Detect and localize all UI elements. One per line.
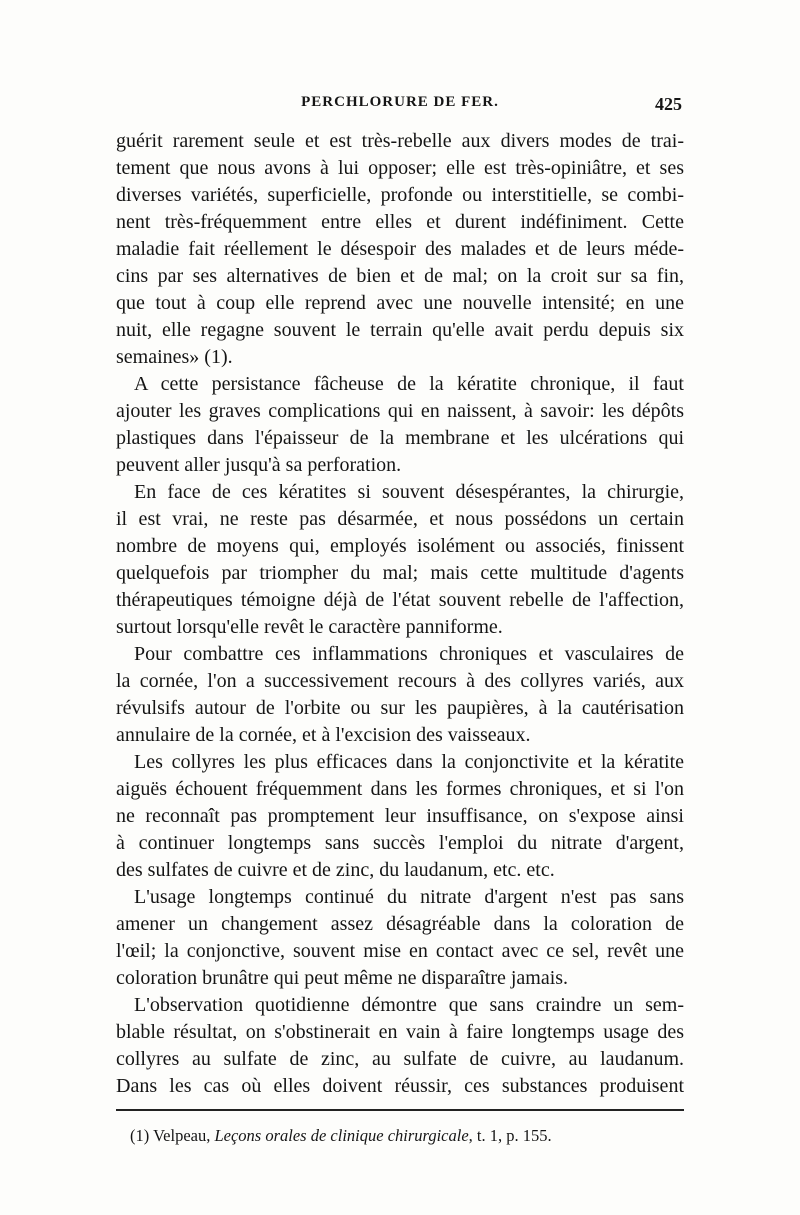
text-line: nuit, elle regagne souvent le terrain qu'elle avait perdu depuis six bbox=[116, 319, 684, 341]
footnote-title: Leçons orales de clinique chirurgicale bbox=[214, 1126, 469, 1145]
text-line: blable résultat, on s'obstinerait en vain à faire longtemps usage des bbox=[116, 1021, 684, 1043]
text-line: collyres au sulfate de zinc, au sulfate de cuivre, au laudanum. bbox=[116, 1048, 684, 1070]
text-line: diverses variétés, superficielle, profonde ou interstitielle, se combi- bbox=[116, 184, 684, 206]
page-header bbox=[116, 94, 684, 124]
text-line: ne reconnaît pas promptement leur insuffisance, on s'expose ainsi bbox=[116, 805, 684, 827]
text-line: coloration brunâtre qui peut même ne disparaître jamais. bbox=[116, 967, 569, 989]
text-line: il est vrai, ne reste pas désarmée, et nous possédons un certain bbox=[116, 508, 684, 530]
text-line: ajouter les graves complications qui en naissent, à savoir: les dépôts bbox=[116, 400, 684, 422]
paragraph-first-line: L'observation quotidienne démontre que sans craindre un sem- bbox=[134, 994, 684, 1016]
text-line: des sulfates de cuivre et de zinc, du laudanum, etc. etc. bbox=[116, 859, 555, 881]
body-text bbox=[116, 128, 684, 1100]
text-line: maladie fait réellement le désespoir des malades et de leurs méde- bbox=[116, 238, 684, 260]
footnote bbox=[130, 1126, 690, 1146]
paragraph-first-line: En face de ces kératites si souvent désespérantes, la chirurgie, bbox=[134, 481, 684, 503]
text-line: annulaire de la cornée, et à l'excision des vaisseaux. bbox=[116, 724, 531, 746]
page-number: 425 bbox=[655, 94, 682, 114]
paragraph-first-line: Pour combattre ces inflammations chroniques et vasculaires de bbox=[134, 643, 684, 665]
running-head: PERCHLORURE DE FER. bbox=[301, 94, 499, 110]
text-line: semaines» (1). bbox=[116, 346, 233, 368]
text-line: Dans les cas où elles doivent réussir, ces substances produisent bbox=[116, 1075, 684, 1097]
text-line: cins par ses alternatives de bien et de mal; on la croit sur sa fin, bbox=[116, 265, 684, 287]
text-line: tement que nous avons à lui opposer; elle est très-opiniâtre, et ses bbox=[116, 157, 684, 179]
text-line: à continuer longtemps sans succès l'emploi du nitrate d'argent, bbox=[116, 832, 684, 854]
footnote-author: Velpeau, bbox=[153, 1126, 211, 1145]
text-line: surtout lorsqu'elle revêt le caractère panniforme. bbox=[116, 616, 503, 638]
text-line: plastiques dans l'épaisseur de la membrane et les ulcérations qui bbox=[116, 427, 684, 449]
paragraph-first-line: L'usage longtemps continué du nitrate d'argent n'est pas sans bbox=[134, 886, 684, 908]
text-line: nent très-fréquemment entre elles et durent indéfiniment. Cette bbox=[116, 211, 684, 233]
text-line: amener un changement assez désagréable dans la coloration de bbox=[116, 913, 684, 935]
footnote-marker: (1) bbox=[130, 1126, 150, 1145]
paragraph-first-line: A cette persistance fâcheuse de la kératite chronique, il faut bbox=[134, 373, 684, 395]
footnote-rule bbox=[116, 1109, 684, 1111]
text-line: l'œil; la conjonctive, souvent mise en contact avec ce sel, revêt une bbox=[116, 940, 684, 962]
text-line: révulsifs autour de l'orbite ou sur les paupières, à la cautérisation bbox=[116, 697, 684, 719]
text-line: que tout à coup elle reprend avec une nouvelle intensité; en une bbox=[116, 292, 684, 314]
text-line: thérapeutiques témoigne déjà de l'état souvent rebelle de l'affection, bbox=[116, 589, 684, 611]
paragraph-first-line: Les collyres les plus efficaces dans la conjonctivite et la kératite bbox=[134, 751, 684, 773]
text-line: peuvent aller jusqu'à sa perforation. bbox=[116, 454, 402, 476]
text-line: guérit rarement seule et est très-rebelle aux divers modes de trai- bbox=[116, 130, 684, 152]
text-line: nombre de moyens qui, employés isolément ou associés, finissent bbox=[116, 535, 684, 557]
footnote-reference: , t. 1, p. 155. bbox=[468, 1126, 552, 1145]
text-line: aiguës échouent fréquemment dans les formes chroniques, et si l'on bbox=[116, 778, 684, 800]
text-line: la cornée, l'on a successivement recours à des collyres variés, aux bbox=[116, 670, 684, 692]
text-line: quelquefois par triompher du mal; mais cette multitude d'agents bbox=[116, 562, 684, 584]
